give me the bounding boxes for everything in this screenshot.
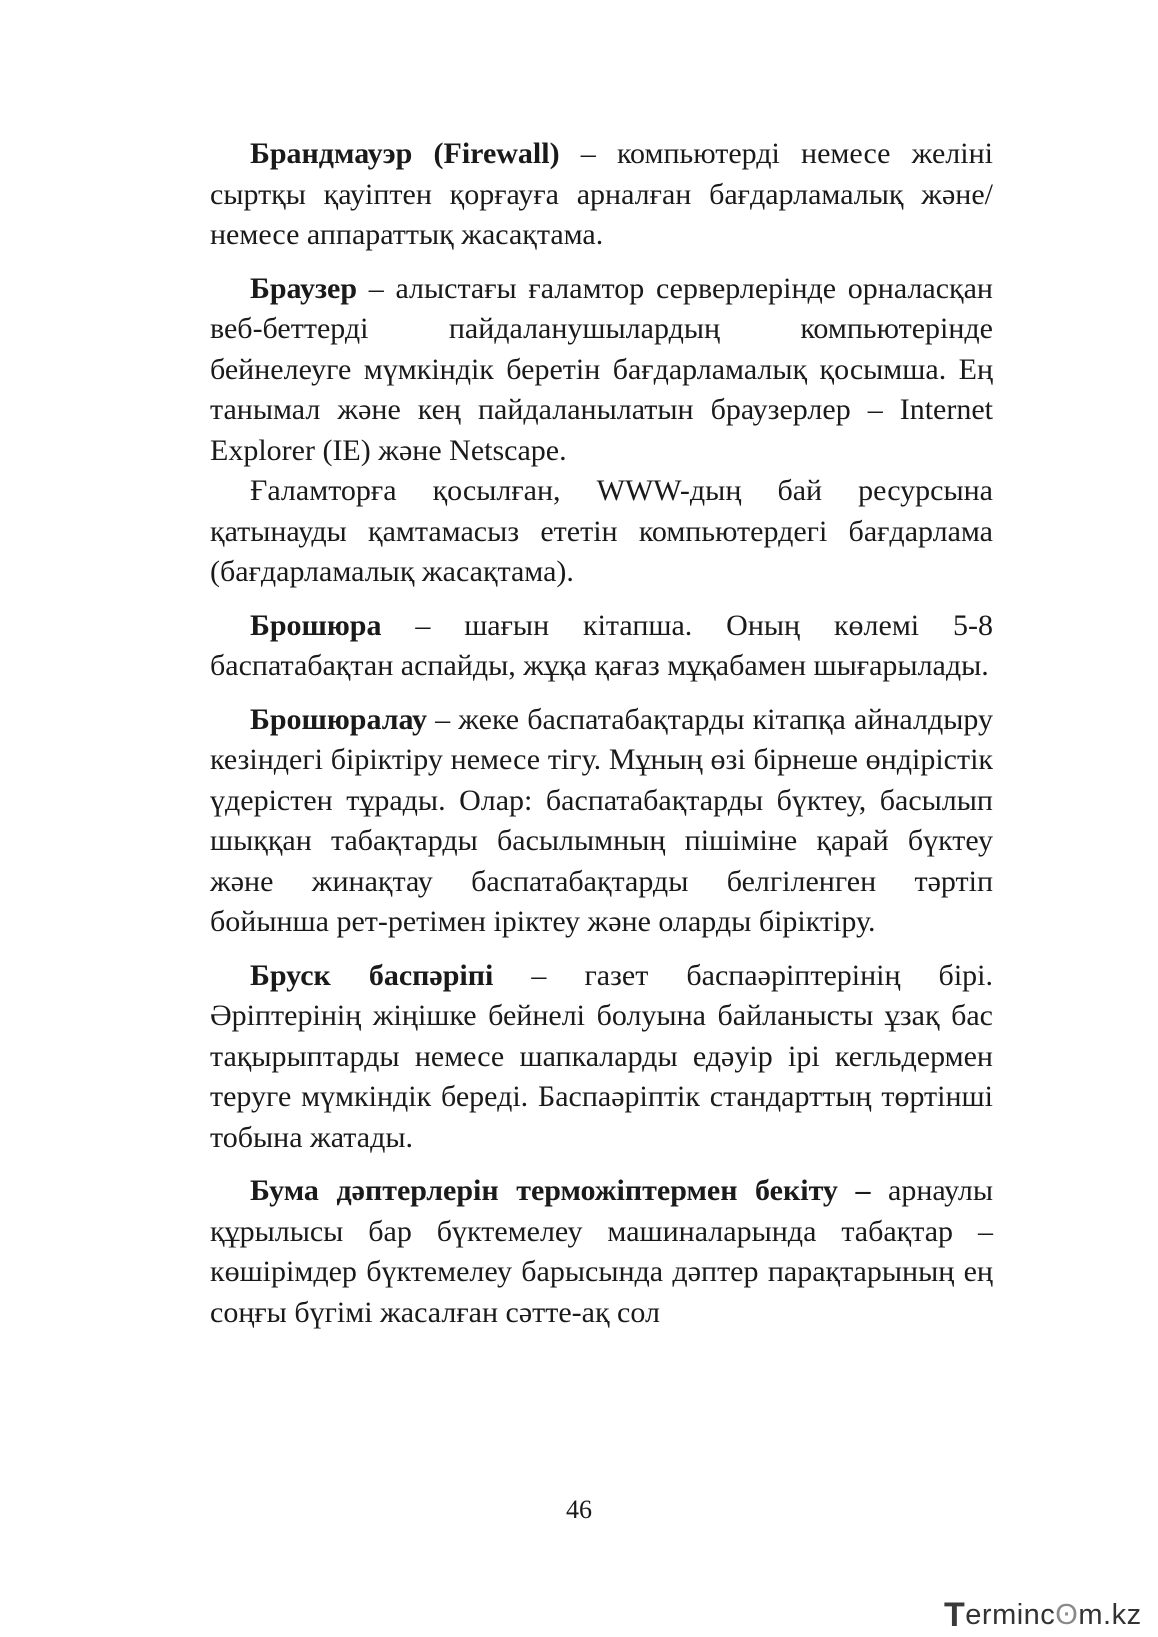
entry-definition: – жеке баспатабақтарды кітапқа айналдыру кезіндегі біріктіру немесе тігу. Мұның өзі бірнеше өндірістік үдерістен тұрады. Олар: баспатабақтарды бүктеу, басылып шыққан табақтарды басылымның пішіміне қарай бүктеу және жинақтау баспатабақтарды белгіленген тәртіп бойынша рет-ретімен іріктеу және оларды біріктіру.	[210, 702, 993, 938]
logo-letter-t: T	[944, 1596, 966, 1634]
site-logo	[944, 1596, 1142, 1632]
entry-brusk-font	[210, 956, 993, 1159]
entry-brochure	[210, 606, 993, 687]
glossary-text	[210, 134, 993, 1333]
entry-term: Брошюра	[250, 608, 382, 642]
logo-text-end: m.kz	[1078, 1599, 1142, 1631]
entry-definition: – алыстағы ғаламтор серверлерінде орналасқан веб-беттерді пайдаланушылардың компьютерінде бейнелеуге мүмкіндік беретін бағдарламалық қосымша. Ең танымал және кең пайдаланылатын браузерлер – Internet Explorer (IE) және Netscape.	[210, 271, 993, 467]
entry-term: Браузер	[250, 271, 358, 305]
entry-definition: Ғаламторға қосылған, WWW-дың бай ресурсына қатынауды қамтамасыз ететін компьютердегі бағдарлама (бағдарламалық жасақтама).	[210, 474, 993, 588]
entry-definition: – компьютерді немесе желіні сыртқы қауіптен қорғауға арналған бағдарламалық және/немесе аппараттық жасақтама.	[210, 137, 994, 251]
magnifier-icon: ʘ	[1055, 1599, 1079, 1631]
entry-term: Бруск баспәріпі	[250, 958, 494, 992]
entry-term: Брандмауэр (Firewall)	[250, 137, 560, 170]
entry-thermal-thread	[210, 1171, 993, 1333]
entry-definition: – шағын кітапша. Оның көлемі 5-8 баспатабақтан аспайды, жұқа қағаз мұқабамен шығарылады.	[210, 608, 993, 682]
entry-browser	[210, 269, 993, 472]
entry-firewall	[210, 134, 993, 256]
entry-binding	[210, 700, 993, 943]
page-number: 46	[566, 1495, 592, 1524]
entry-term: Брошюралау	[250, 702, 428, 736]
logo-text-start: erminc	[965, 1599, 1056, 1631]
entry-definition: арнаулы құрылысы бар бүктемелеу машиналарында табақтар – көшірімдер бүктемелеу барысында дәптер парақтарының ең соңғы бүгімі жасалған сәтте-ақ сол	[210, 1174, 993, 1329]
entry-browser-continued	[210, 471, 993, 593]
entry-term: Бума дәптерлерін терможіптермен бекіту –	[250, 1174, 871, 1207]
entry-definition: – газет баспаәріптерінің бірі. Әріптерінің жіңішке бейнелі болуына байланысты ұзақ бас тақырыптарды немесе шапкаларды едәуір ірі кегльдермен теруге мүмкіндік береді. Баспаәріптік стандарттың төртінші тобына жатады.	[210, 958, 993, 1154]
